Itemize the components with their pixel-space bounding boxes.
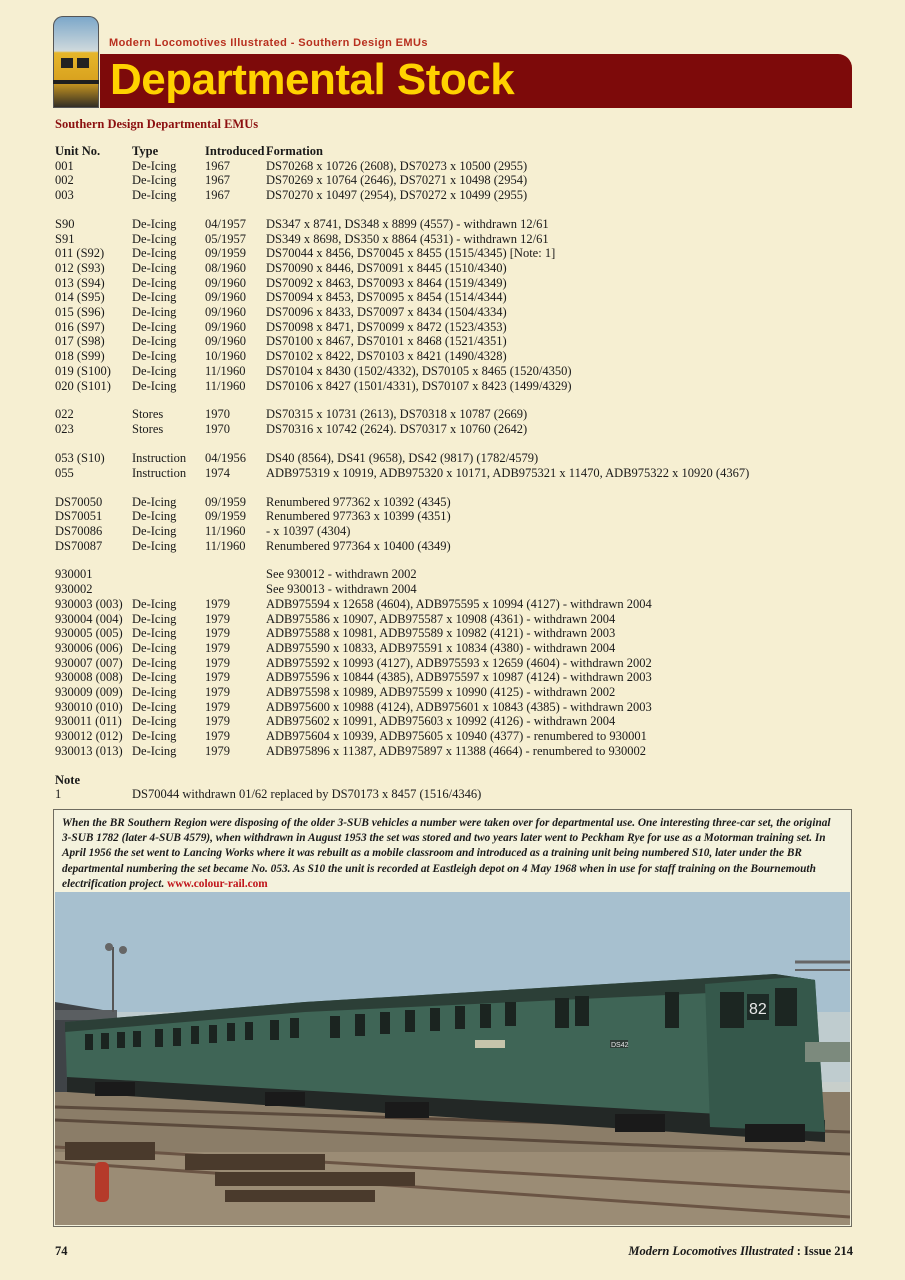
caption-text: When the BR Southern Region were disposing of the older 3-SUB vehicles a number were taken over for departmental use. One interesting three-car set, the original 3-SUB 1782 (later 4-SUB 4579), when withdrawn in August 1953 the set was stored and two years later went to Peckham Rye for use as a Motorman training set. In April 1956 the set went to Lancing Works where it was rebuilt as a mobile classroom and introduced as a training unit being numbered S10, later under the BR departmental numbering the set became No. 053. As S10 the unit is recorded at Eastleigh depot on 4 May 1968 when in use for staff training on the Bournemouth electrification project.: [62, 817, 831, 890]
cell-type: De-Icing: [132, 231, 177, 246]
cell-type: De-Icing: [132, 509, 177, 524]
group-spacer: [55, 437, 80, 451]
cell-unit-no: DS70087: [55, 538, 103, 553]
cell-introduced: 1979: [205, 729, 230, 743]
group-spacer: [55, 480, 80, 494]
cell-introduced: 05/1957: [205, 231, 246, 246]
cell-introduced: 11/1960: [205, 363, 246, 378]
table-row: [55, 378, 572, 394]
cell-formation: ADB975596 x 10844 (4385), ADB975597 x 10987 (4124) - withdrawn 2003: [266, 670, 652, 685]
cell-introduced: 1967: [205, 173, 230, 188]
table-row: [55, 611, 616, 627]
cell-formation: ADB975590 x 10833, ADB975591 x 10834 (4380) - withdrawn 2004: [266, 640, 616, 655]
publication-name: Modern Locomotives Illustrated: [628, 1244, 794, 1258]
table-row: [55, 582, 417, 597]
cell-formation: DS70090 x 8446, DS70091 x 8445 (1510/4340): [266, 261, 507, 275]
cell-type: De-Icing: [132, 538, 177, 553]
cell-type: De-Icing: [132, 216, 177, 231]
cell-type: De-Icing: [132, 319, 177, 334]
table-body: [55, 158, 750, 759]
cell-unit-no: S91: [55, 231, 75, 246]
cab-number-text: DS42: [611, 1042, 629, 1049]
cell-unit-no: 003: [55, 188, 74, 203]
cell-introduced: 09/1960: [205, 319, 246, 334]
cell-introduced: 04/1956: [205, 450, 246, 465]
cell-type: De-Icing: [132, 670, 177, 685]
table-row: [55, 334, 507, 349]
cell-type: De-Icing: [132, 305, 177, 320]
cell-type: Stores: [132, 407, 164, 422]
cell-formation: - x 10397 (4304): [266, 523, 351, 538]
cell-introduced: 1967: [205, 188, 230, 203]
page-number: 74: [55, 1244, 68, 1258]
cell-introduced: 1970: [205, 407, 230, 422]
cell-type: De-Icing: [132, 494, 177, 509]
header-thumbnail-photo: [53, 16, 99, 108]
cell-unit-no: DS70050: [55, 494, 103, 509]
table-row: [55, 714, 616, 729]
cell-introduced: 11/1960: [205, 378, 246, 393]
cell-type: De-Icing: [132, 655, 177, 670]
cell-formation: Renumbered 977363 x 10399 (4351): [266, 509, 451, 524]
issue-number: : Issue 214: [796, 1244, 853, 1258]
table-row: [55, 319, 507, 335]
cell-formation: ADB975602 x 10991, ADB975603 x 10992 (4126) - withdrawn 2004: [266, 714, 616, 729]
cell-type: De-Icing: [132, 626, 177, 641]
cell-unit-no: 002: [55, 173, 74, 188]
cell-type: De-Icing: [132, 523, 177, 538]
table-header-row: [55, 144, 323, 159]
cell-formation: DS349 x 8698, DS350 x 8864 (4531) - withdrawn 12/61: [266, 231, 549, 246]
table-row: [55, 275, 507, 291]
table-row: [55, 216, 549, 232]
cell-type: De-Icing: [132, 699, 177, 714]
cell-introduced: 1979: [205, 743, 230, 758]
table-row: [55, 596, 652, 612]
cell-introduced: 09/1959: [205, 509, 246, 524]
cell-unit-no: 015 (S96): [55, 305, 105, 320]
table-row: [55, 173, 528, 188]
cell-introduced: 1979: [205, 714, 230, 729]
cell-formation: DS70315 x 10731 (2613), DS70318 x 10787 (2669): [266, 407, 528, 422]
cell-formation: ADB975319 x 10919, ADB975320 x 10171, ADB975321 x 11470, ADB975322 x 10920 (4367): [266, 465, 750, 480]
cell-unit-no: 930002: [55, 582, 93, 597]
cell-unit-no: 930012 (012): [55, 729, 123, 743]
cell-unit-no: 012 (S93): [55, 261, 105, 275]
table-row: [55, 450, 539, 466]
cell-unit-no: S90: [55, 216, 75, 231]
cell-formation: ADB975896 x 11387, ADB975897 x 11388 (4664) - renumbered to 930002: [266, 743, 646, 758]
cell-unit-no: 053 (S10): [55, 450, 105, 465]
table-row: [55, 509, 451, 524]
table-row: [55, 538, 451, 554]
table-row: [55, 523, 351, 539]
section-title: Southern Design Departmental EMUs: [55, 117, 259, 131]
table-row: [55, 363, 572, 379]
table-row: [55, 349, 507, 364]
cell-type: De-Icing: [132, 158, 177, 173]
cell-unit-no: 930001: [55, 567, 93, 582]
cell-unit-no: 055: [55, 465, 74, 480]
cell-introduced: 1979: [205, 626, 230, 641]
cell-unit-no: DS70051: [55, 509, 103, 524]
group-spacer: [55, 203, 80, 217]
cell-unit-no: 930013 (013): [55, 743, 123, 758]
table-row: [55, 407, 528, 422]
cell-formation: DS70104 x 8430 (1502/4332), DS70105 x 8465 (1520/4350): [266, 363, 572, 378]
cell-unit-no: 022: [55, 407, 74, 422]
cell-unit-no: 930005 (005): [55, 626, 123, 641]
cell-type: De-Icing: [132, 173, 177, 188]
column-header-type: Type: [132, 144, 159, 158]
cell-formation: DS70096 x 8433, DS70097 x 8434 (1504/4334): [266, 305, 507, 320]
cell-formation: DS70270 x 10497 (2954), DS70272 x 10499 (2955): [266, 188, 528, 203]
table-row: [55, 729, 647, 744]
cell-unit-no: 014 (S95): [55, 290, 105, 305]
cell-formation: DS70269 x 10764 (2646), DS70271 x 10498 (2954): [266, 173, 528, 188]
cell-type: De-Icing: [132, 188, 177, 203]
cell-introduced: 04/1957: [205, 216, 246, 231]
cell-introduced: 09/1960: [205, 275, 246, 290]
cell-type: Instruction: [132, 450, 187, 465]
cell-unit-no: 930009 (009): [55, 684, 123, 699]
cell-formation: ADB975600 x 10988 (4124), ADB975601 x 10843 (4385) - withdrawn 2003: [266, 699, 652, 714]
group-spacer: [55, 393, 80, 407]
cell-formation: DS70094 x 8453, DS70095 x 8454 (1514/4344): [266, 290, 507, 305]
cell-introduced: 10/1960: [205, 349, 246, 364]
table-row: [55, 261, 507, 276]
cell-type: De-Icing: [132, 729, 177, 743]
cell-introduced: 1979: [205, 684, 230, 699]
cell-formation: Renumbered 977362 x 10392 (4345): [266, 494, 451, 509]
table-row: [55, 246, 556, 261]
note-row: [55, 787, 482, 802]
cell-unit-no: DS70086: [55, 523, 103, 538]
cell-unit-no: 930007 (007): [55, 655, 123, 670]
departmental-emu-table: [55, 144, 750, 802]
cell-type: Stores: [132, 422, 164, 437]
spacer: [55, 758, 80, 772]
cell-unit-no: 017 (S98): [55, 334, 105, 349]
cell-unit-no: 930004 (004): [55, 611, 123, 626]
cell-formation: DS347 x 8741, DS348 x 8899 (4557) - withdrawn 12/61: [266, 216, 549, 231]
table-row: [55, 640, 616, 656]
series-title: Modern Locomotives Illustrated - Southern Design EMUs: [109, 37, 428, 49]
cell-formation: DS70098 x 8471, DS70099 x 8472 (1523/4353): [266, 319, 507, 334]
cell-type: De-Icing: [132, 611, 177, 626]
cell-formation: DS40 (8564), DS41 (9658), DS42 (9817) (1782/4579): [266, 450, 539, 465]
note-number: 1: [55, 787, 62, 802]
cell-introduced: 09/1960: [205, 290, 246, 305]
cell-introduced: 1970: [205, 422, 230, 437]
cell-introduced: 1979: [205, 655, 230, 670]
cell-formation: ADB975588 x 10981, ADB975589 x 10982 (4121) - withdrawn 2003: [266, 626, 616, 641]
table-row: [55, 670, 652, 685]
cell-type: De-Icing: [132, 714, 177, 729]
cell-formation: ADB975592 x 10993 (4127), ADB975593 x 12659 (4604) - withdrawn 2002: [266, 655, 652, 670]
cell-unit-no: 930006 (006): [55, 640, 123, 655]
cell-type: De-Icing: [132, 640, 177, 655]
thumb-window: [61, 58, 73, 68]
photo-panel: [53, 809, 852, 1227]
cell-type: De-Icing: [132, 596, 177, 611]
cell-formation: ADB975598 x 10989, ADB975599 x 10990 (4125) - withdrawn 2002: [266, 684, 616, 699]
cell-type: De-Icing: [132, 261, 177, 275]
cell-type: De-Icing: [132, 349, 177, 364]
cell-introduced: 09/1960: [205, 334, 246, 349]
cell-formation: See 930013 - withdrawn 2004: [266, 582, 417, 597]
page-title: Departmental Stock: [110, 55, 515, 104]
cell-type: De-Icing: [132, 275, 177, 290]
headcode-text: 82: [749, 1001, 767, 1018]
cell-type: De-Icing: [132, 684, 177, 699]
cell-introduced: 1979: [205, 640, 230, 655]
cell-formation: Renumbered 977364 x 10400 (4349): [266, 538, 451, 553]
cell-type: Instruction: [132, 465, 187, 480]
table-row: [55, 494, 451, 510]
cell-type: De-Icing: [132, 246, 177, 261]
cell-formation: DS70316 x 10742 (2624). DS70317 x 10760 (2642): [266, 422, 528, 437]
cell-introduced: 09/1959: [205, 246, 246, 261]
note-text: DS70044 withdrawn 01/62 replaced by DS70173 x 8457 (1516/4346): [132, 787, 482, 802]
cell-formation: DS70268 x 10726 (2608), DS70273 x 10500 (2955): [266, 158, 528, 173]
cell-type: De-Icing: [132, 743, 177, 758]
column-header-introduced: Introduced: [205, 144, 265, 158]
cell-unit-no: 001: [55, 158, 74, 173]
cell-formation: ADB975586 x 10907, ADB975587 x 10908 (4361) - withdrawn 2004: [266, 611, 616, 626]
cell-introduced: 09/1959: [205, 494, 246, 509]
table-row: [55, 684, 616, 700]
cell-unit-no: 023: [55, 422, 74, 437]
cell-formation: ADB975594 x 12658 (4604), ADB975595 x 10994 (4127) - withdrawn 2004: [266, 596, 652, 611]
cell-unit-no: 930008 (008): [55, 670, 123, 685]
cell-type: De-Icing: [132, 334, 177, 349]
cell-introduced: 1979: [205, 596, 230, 611]
cell-introduced: 1979: [205, 670, 230, 685]
column-header-formation: Formation: [266, 144, 323, 158]
cell-type: De-Icing: [132, 363, 177, 378]
cell-unit-no: 013 (S94): [55, 275, 105, 290]
cell-introduced: 08/1960: [205, 261, 246, 275]
cell-introduced: 09/1960: [205, 305, 246, 320]
table-row: [55, 699, 652, 715]
table-row: [55, 465, 750, 481]
table-row: [55, 188, 528, 203]
table-row: [55, 743, 646, 759]
cell-type: De-Icing: [132, 290, 177, 305]
cell-unit-no: 019 (S100): [55, 363, 111, 378]
cell-formation: DS70106 x 8427 (1501/4331), DS70107 x 8423 (1499/4329): [266, 378, 572, 393]
cell-formation: ADB975604 x 10939, ADB975605 x 10940 (4377) - renumbered to 930001: [266, 729, 647, 743]
table-row: [55, 655, 652, 671]
thumb-window: [77, 58, 89, 68]
table-row: [55, 626, 616, 641]
cell-formation: DS70100 x 8467, DS70101 x 8468 (1521/4351): [266, 334, 507, 349]
cell-formation: DS70092 x 8463, DS70093 x 8464 (1519/4349): [266, 275, 507, 290]
table-row: [55, 158, 528, 174]
credit-link[interactable]: www.colour-rail.com: [167, 877, 268, 890]
note-heading: Note: [55, 772, 80, 787]
group-spacer: [55, 553, 80, 567]
cell-unit-no: 930003 (003): [55, 596, 123, 611]
cell-introduced: 1967: [205, 158, 230, 173]
cell-unit-no: 016 (S97): [55, 319, 105, 334]
column-header-unit-no: Unit No.: [55, 144, 101, 158]
cell-unit-no: 930010 (010): [55, 699, 123, 714]
train-illustration: [55, 892, 850, 1225]
train-photo: [55, 892, 850, 1225]
cell-introduced: 1979: [205, 611, 230, 626]
table-row: [55, 290, 507, 305]
table-row: [55, 305, 507, 320]
cell-unit-no: 020 (S101): [55, 378, 111, 393]
thumb-buffer-beam: [53, 80, 99, 84]
cell-formation: DS70102 x 8422, DS70103 x 8421 (1490/4328): [266, 349, 507, 364]
publication-footer: [628, 1244, 853, 1259]
cell-introduced: 1979: [205, 699, 230, 714]
cell-unit-no: 930011 (011): [55, 714, 122, 729]
cell-formation: See 930012 - withdrawn 2002: [266, 567, 417, 582]
table-row: [55, 231, 549, 247]
cell-unit-no: 011 (S92): [55, 246, 105, 261]
photo-caption: [62, 816, 842, 892]
cell-type: De-Icing: [132, 378, 177, 393]
table-row: [55, 422, 528, 437]
table-row: [55, 567, 417, 582]
cell-introduced: 1974: [205, 465, 230, 480]
cell-introduced: 11/1960: [205, 538, 246, 553]
cell-unit-no: 018 (S99): [55, 349, 105, 364]
cell-formation: DS70044 x 8456, DS70045 x 8455 (1515/4345) [Note: 1]: [266, 246, 556, 261]
cell-introduced: 11/1960: [205, 523, 246, 538]
